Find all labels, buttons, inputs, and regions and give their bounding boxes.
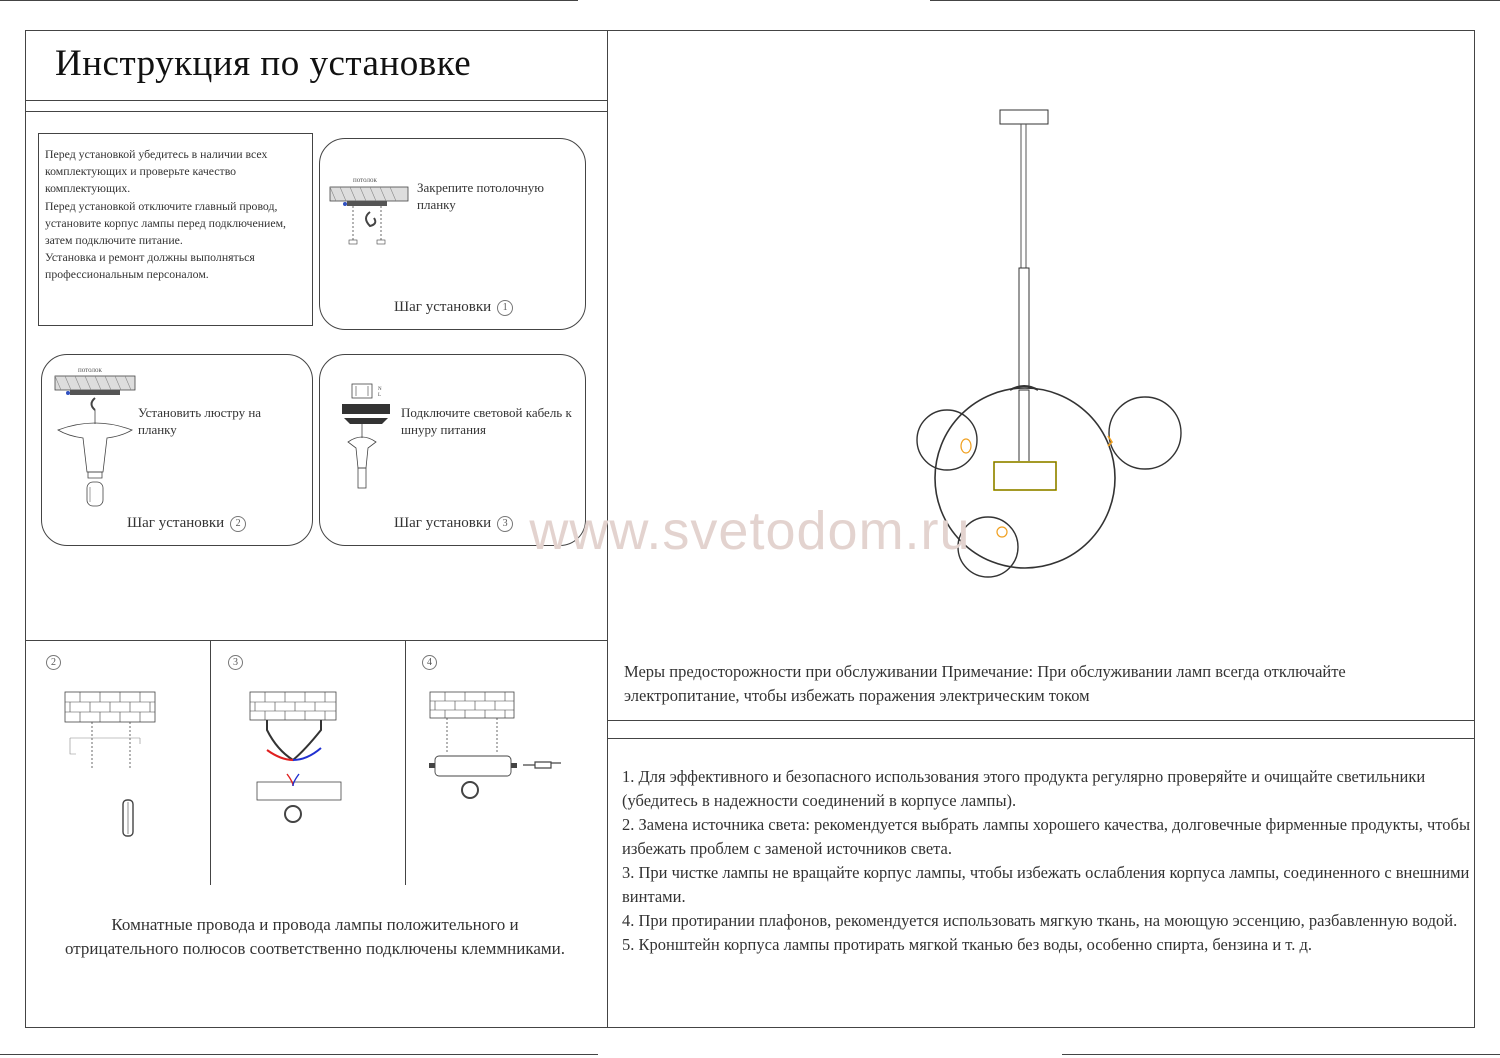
precaution-note: Меры предосторожности при обслуживании Примечание: При обслуживании ламп всегда отключайте электропитание, чтобы избежать поражения электрическим током [624,662,1346,705]
step-label [394,515,513,532]
wiring-divider [25,640,608,641]
page-top-rule [930,0,1500,1]
title-divider [25,100,608,101]
step-label [394,299,513,316]
note-item: 4. При протирании плафонов, рекомендуется использовать мягкую ткань, на моющую эссенцию, разбавленную водой. [622,911,1458,930]
step-number: 2 [230,516,246,532]
cable-connection-drawing [338,382,398,492]
wiring-panel-number: 3 [228,655,243,670]
notes-divider [607,720,1475,721]
page-bottom-rule [1062,1054,1500,1055]
wiring-panel-number: 2 [46,655,61,670]
wiring-drawing-wires [245,690,365,830]
wiring-drawing-plate [425,690,570,810]
chandelier-mount-drawing [50,362,140,512]
note-item: 2. Замена источника света: рекомендуется выбрать лампы хорошего качества, долговечные фирменные продукты, чтобы избежать проблем с заменой источников света. [622,815,1471,858]
intro-box [38,133,313,326]
svg-text:N: N [378,387,382,392]
page-top-rule [0,0,578,1]
page-title: Инструкция по установке [55,43,472,84]
page-bottom-rule [0,1054,598,1055]
note-item: 3. При чистке лампы не вращайте корпус лампы, чтобы избежать ослабления корпуса лампы, соединенного с внешними винтами. [622,863,1470,906]
intro-paragraph: Установка и ремонт должны выполняться профессиональным персоналом. [45,250,255,282]
intro-paragraph: Перед установкой отключите главный провод, установите корпус лампы перед подключением, затем подключите питание. [45,198,286,248]
wiring-drawing-mount [60,690,160,850]
maintenance-notes [622,765,1472,957]
pendant-lamp-drawing [900,100,1200,590]
ceiling-label: потолок [78,366,102,374]
step-label [127,515,246,532]
step-label-text: Шаг установки [394,515,492,531]
watermark: www.svetodom.ru [529,501,971,561]
intro-paragraph: Перед установкой убедитесь в наличии всех комплектующих и проверьте качество комплектующих. [45,147,268,196]
ceiling-plate-drawing [325,172,415,252]
note-item: 1. Для эффективного и безопасного использования этого продукта регулярно проверяйте и очищайте светильники (убедитесь в надежности соединений в корпусе лампы). [622,767,1426,810]
step-label-text: Шаг установки [127,515,225,531]
ceiling-label: потолок [353,176,377,184]
note-item: 5. Кронштейн корпуса лампы протирать мягкой тканью без воды, особенно спирта, бензина и т. д. [622,935,1313,954]
svg-text:L: L [378,393,382,398]
wiring-panel-divider [405,640,406,885]
wiring-panel-divider [210,640,211,885]
step-description: Закрепите потолочную планку [417,180,544,212]
notes-divider [607,738,1475,739]
title-divider [25,111,608,112]
step-number: 3 [497,516,513,532]
wiring-caption: Комнатные провода и провода лампы положительного и отрицательного полюсов соответственно подключены клеммниками. [64,915,566,958]
step-label-text: Шаг установки [394,299,492,315]
step-description: Подключите световой кабель к шнуру питания [401,405,572,437]
wiring-panel-number: 4 [422,655,437,670]
step-description: Установить люстру на планку [138,405,262,437]
step-number: 1 [497,300,513,316]
